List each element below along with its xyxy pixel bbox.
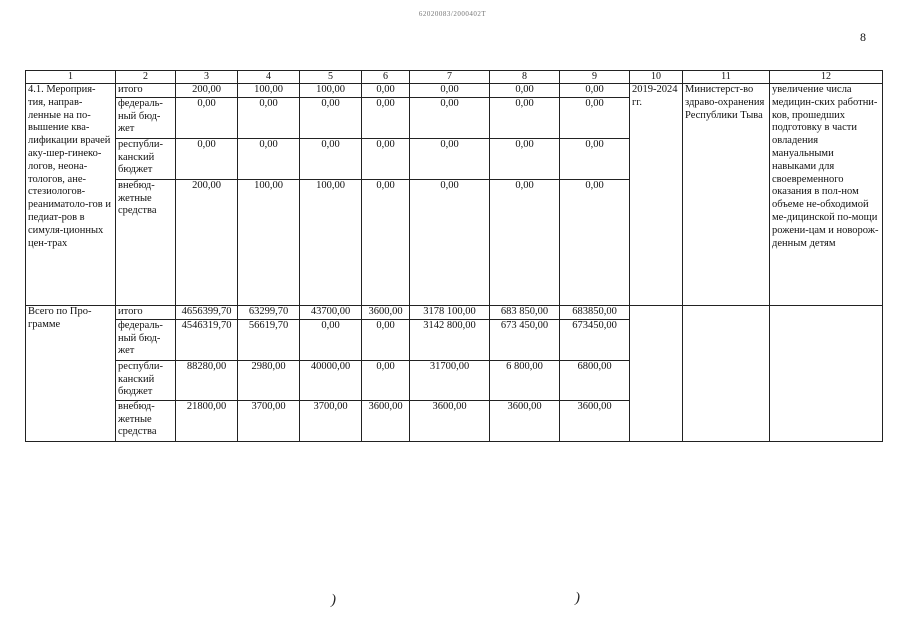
column-header: 11 [683,71,770,84]
value-cell: 0,00 [410,138,490,179]
value-cell: 4656399,70 [176,305,238,319]
funding-source-cell: федераль-ный бюд-жет [116,319,176,360]
document-id: 62020083/2000402Т [418,10,487,18]
value-cell: 3178 100,00 [410,305,490,319]
value-cell: 0,00 [238,97,300,138]
column-header: 7 [410,71,490,84]
funding-source-cell: итого [116,305,176,319]
value-cell: 0,00 [362,179,410,305]
value-cell: 0,00 [238,138,300,179]
value-cell: 3600,00 [410,400,490,441]
value-cell: 100,00 [300,84,362,98]
value-cell: 3600,00 [490,400,560,441]
value-cell: 0,00 [490,97,560,138]
value-cell: 683850,00 [560,305,630,319]
value-cell: 3700,00 [238,400,300,441]
value-cell: 0,00 [560,84,630,98]
page-number: 8 [860,30,866,44]
value-cell: 88280,00 [176,360,238,400]
value-cell: 0,00 [176,97,238,138]
value-cell: 0,00 [300,319,362,360]
value-cell: 0,00 [410,84,490,98]
value-cell: 3600,00 [362,400,410,441]
value-cell: 56619,70 [238,319,300,360]
period-cell-empty [630,305,683,441]
column-header: 2 [116,71,176,84]
value-cell: 683 850,00 [490,305,560,319]
column-header: 3 [176,71,238,84]
value-cell: 0,00 [362,319,410,360]
value-cell: 673 450,00 [490,319,560,360]
funding-source-cell: итого [116,84,176,98]
value-cell: 0,00 [362,360,410,400]
value-cell: 0,00 [490,84,560,98]
value-cell: 3600,00 [362,305,410,319]
value-cell: 100,00 [238,84,300,98]
value-cell: 200,00 [176,84,238,98]
value-cell: 0,00 [490,179,560,305]
column-header: 6 [362,71,410,84]
value-cell: 200,00 [176,179,238,305]
result-cell-empty [770,305,883,441]
value-cell: 0,00 [560,97,630,138]
value-cell: 0,00 [362,84,410,98]
value-cell: 31700,00 [410,360,490,400]
column-header: 5 [300,71,362,84]
value-cell: 43700,00 [300,305,362,319]
column-header: 4 [238,71,300,84]
period-cell: 2019-2024 гг. [630,84,683,306]
value-cell: 3142 800,00 [410,319,490,360]
value-cell: 0,00 [410,97,490,138]
program-table [25,70,883,442]
measure-cell: 4.1. Мероприя-тия, направ-ленные на по-вышение ква-лификации врачей аку-шер-гинеко-логов, неона-тологов, ане-стезиологов-реаниматоло-гов и педиат-ров в симуля-ционных цен-трах [26,84,116,306]
value-cell: 0,00 [176,138,238,179]
value-cell: 3600,00 [560,400,630,441]
value-cell: 21800,00 [176,400,238,441]
margin-mark: ) [331,592,336,608]
value-cell: 3700,00 [300,400,362,441]
value-cell: 0,00 [362,138,410,179]
executor-cell-empty [683,305,770,441]
value-cell: 0,00 [300,138,362,179]
column-header: 8 [490,71,560,84]
value-cell: 6800,00 [560,360,630,400]
value-cell: 0,00 [560,138,630,179]
value-cell: 0,00 [410,179,490,305]
measure-cell: Всего по Про-грамме [26,305,116,441]
funding-source-cell: республи-канский бюджет [116,138,176,179]
value-cell: 0,00 [560,179,630,305]
executor-cell: Министерст-во здраво-охранения Республики Тыва [683,84,770,306]
table-row [26,305,883,319]
value-cell: 63299,70 [238,305,300,319]
value-cell: 0,00 [362,97,410,138]
value-cell: 4546319,70 [176,319,238,360]
column-header: 1 [26,71,116,84]
column-header-row [26,71,883,84]
value-cell: 40000,00 [300,360,362,400]
table-row [26,84,883,98]
funding-source-cell: федераль-ный бюд-жет [116,97,176,138]
value-cell: 0,00 [300,97,362,138]
margin-mark: ) [575,590,580,606]
result-cell: увеличение числа медицин-ских работни-ков, прошедших подготовку в части овладения мануальными навыками для своевременного оказания в пол-ном объеме не-обходимой ме-дицинской по-мощи рожени-цам и новорож-денным детям [770,84,883,306]
value-cell: 0,00 [490,138,560,179]
value-cell: 100,00 [300,179,362,305]
column-header: 12 [770,71,883,84]
value-cell: 6 800,00 [490,360,560,400]
column-header: 10 [630,71,683,84]
funding-source-cell: внебюд-жетные средства [116,400,176,441]
value-cell: 673450,00 [560,319,630,360]
column-header: 9 [560,71,630,84]
funding-source-cell: внебюд-жетные средства [116,179,176,305]
value-cell: 100,00 [238,179,300,305]
funding-source-cell: республи-канский бюджет [116,360,176,400]
value-cell: 2980,00 [238,360,300,400]
